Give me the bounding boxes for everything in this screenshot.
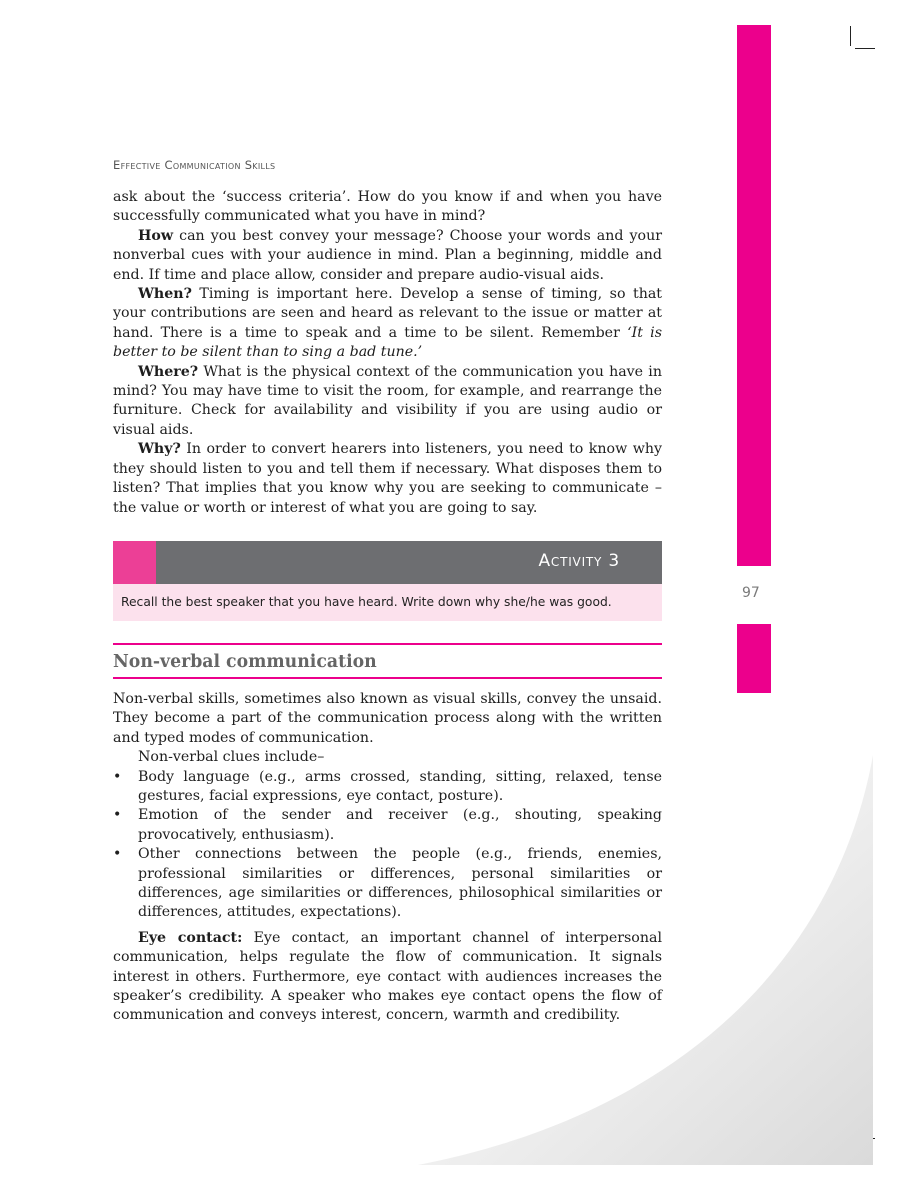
activity-text: Recall the best speaker that you have heard. Write down why she/he was good. — [113, 584, 662, 621]
eye-contact-paragraph — [113, 929, 662, 1026]
list-item — [113, 768, 662, 807]
page-content — [113, 188, 662, 1026]
list-item — [113, 806, 662, 845]
nonverbal-intro: Non-verbal skills, sometimes also known as visual skills, convey the unsaid. They become a part of the communication process along with the written and typed modes of communication. — [113, 690, 662, 746]
activity-title: Activity 3 — [538, 550, 620, 571]
activity-accent-square — [113, 541, 156, 584]
bullet-marker: • — [113, 807, 122, 824]
clues-lead: Non-verbal clues include– — [138, 749, 325, 766]
how-label: How — [138, 227, 174, 244]
where-text: What is the physical context of the communication you have in mind? You may have time to visit the room, for example, and rearrange the furniture. Check for availability and visibility if you are using audio or visual aids. — [113, 363, 662, 438]
when-paragraph — [113, 285, 662, 363]
page-number: 97 — [742, 585, 760, 601]
activity-header — [113, 541, 662, 584]
bullet-marker: • — [113, 846, 122, 863]
when-quote: ‘It is better to be silent than to sing a bad tune.’ — [113, 324, 662, 361]
when-label: When? — [138, 286, 192, 303]
list-item-text: Other connections between the people (e.g., friends, enemies, professional similarities or differences, personal similarities or differences, age similarities or differences, philosophical similarities or differences, attitudes, expectations). — [138, 846, 662, 921]
when-text: Timing is important here. Develop a sense of timing, so that your contributions are seen and heard as relevant to the issue or matter at hand. There is a time to speak and a time to be silent. Remember — [113, 286, 662, 341]
list-item — [113, 845, 662, 923]
eye-contact-label: Eye contact: — [138, 929, 243, 946]
list-item-text: Body language (e.g., arms crossed, standing, sitting, relaxed, tense gestures, facial expressions, eye contact, posture). — [138, 768, 662, 804]
list-item-text: Emotion of the sender and receiver (e.g., shouting, speaking provocatively, enthusiasm). — [138, 807, 662, 843]
section-title: Non-verbal communication — [113, 651, 377, 672]
bullet-marker: • — [113, 768, 122, 785]
why-paragraph — [113, 440, 662, 518]
why-label: Why? — [138, 441, 181, 458]
how-paragraph — [113, 227, 662, 285]
how-text: can you best convey your message? Choose your words and your nonverbal cues with your audience in mind. Plan a beginning, middle and end. If time and place allow, consider and prepare audio-visual aids. — [113, 227, 662, 283]
activity-box — [113, 541, 662, 621]
why-text: In order to convert hearers into listeners, you need to know why they should listen to you and tell them if necessary. What disposes them to listen? That implies that you know why you are seeking to communicate – the value or worth or interest of what you are going to say. — [113, 441, 662, 516]
running-head: Effective Communication Skills — [113, 158, 276, 172]
clues-list — [113, 768, 662, 923]
where-paragraph — [113, 363, 662, 441]
section-rule-bottom — [113, 677, 662, 679]
eye-contact-text: Eye contact, an important channel of interpersonal communication, helps regulate the flow of communication. It signals interest in others. Furthermore, eye contact with audiences increases the speaker’s credibility. A speaker who makes eye contact opens the flow of communication and conveys interest, concern, warmth and credibility. — [113, 929, 662, 1024]
intro-paragraph: ask about the ‘success criteria’. How do you know if and when you have successfully communicated what you have in mind? — [113, 189, 662, 225]
where-label: Where? — [138, 363, 199, 380]
